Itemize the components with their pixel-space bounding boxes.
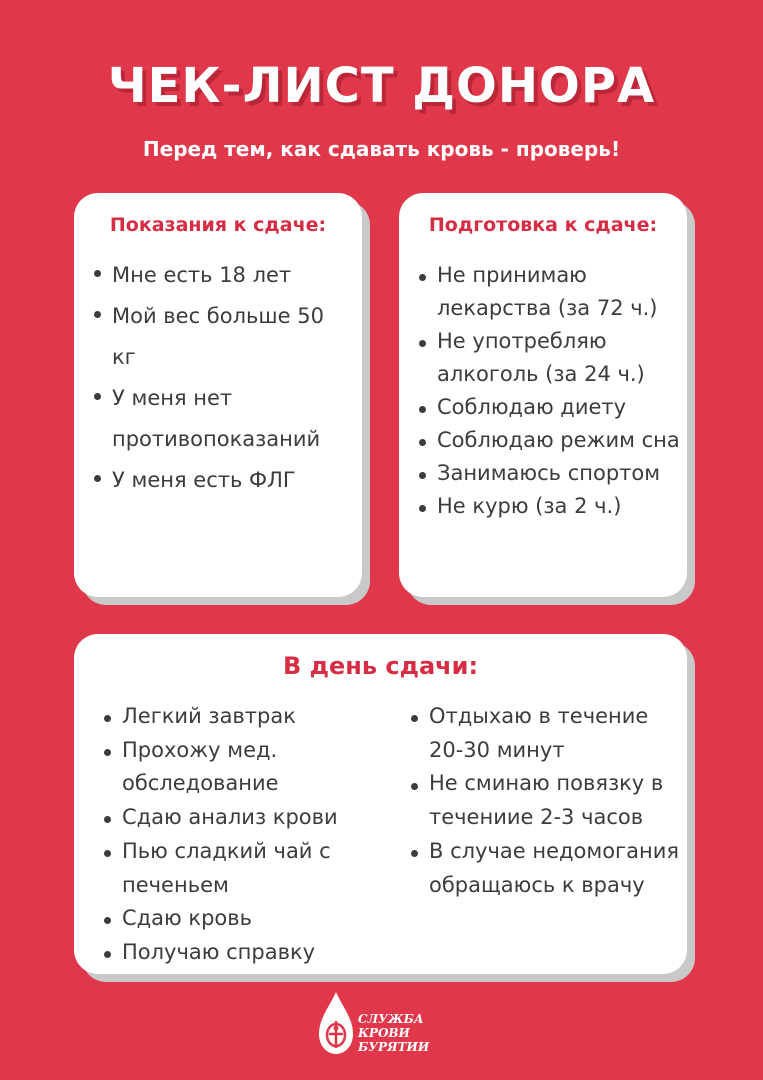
list-item: Не принимаю лекарства (за 72 ч.) <box>417 259 685 325</box>
donation-day-card <box>74 634 687 974</box>
blood-drop-icon <box>316 990 356 1056</box>
list-item: Сдаю кровь <box>102 902 392 936</box>
list-item: Соблюдаю режим сна <box>417 424 685 457</box>
list-item: У меня есть ФЛГ <box>92 460 354 501</box>
list-item: Мой вес больше 50 кг <box>92 296 354 378</box>
list-item: Отдыхаю в течение 20-30 минут <box>409 700 685 767</box>
list-item: Получаю справку <box>102 936 392 970</box>
donation-day-list-right <box>409 700 685 902</box>
preparation-card <box>399 193 687 597</box>
list-item: В случае недомогания обращаюсь к врачу <box>409 835 685 902</box>
indications-list <box>92 255 354 501</box>
page-title: ЧЕК-ЛИСТ ДОНОРА <box>107 58 656 114</box>
indications-heading: Показания к сдаче: <box>109 214 327 236</box>
logo-line: СЛУЖБА <box>358 1012 424 1026</box>
logo-line: БУРЯТИИ <box>358 1040 430 1054</box>
list-item: Сдаю анализ крови <box>102 801 392 835</box>
list-item: Легкий завтрак <box>102 700 392 734</box>
list-item: Соблюдаю диету <box>417 391 685 424</box>
list-item: Мне есть 18 лет <box>92 255 354 296</box>
list-item: Не употребляю алкоголь (за 24 ч.) <box>417 325 685 391</box>
preparation-list <box>417 259 685 523</box>
list-item: У меня нет противопоказаний <box>92 378 354 460</box>
indications-card <box>74 193 362 597</box>
list-item: Занимаюсь спортом <box>417 457 685 490</box>
list-item: Не курю (за 2 ч.) <box>417 490 685 523</box>
page-subtitle: Перед тем, как сдавать кровь - проверь! <box>142 137 621 161</box>
list-item: Не сминаю повязку в течениие 2-3 часов <box>409 767 685 834</box>
logo-text <box>358 1012 429 1054</box>
preparation-heading: Подготовка к сдаче: <box>428 214 658 236</box>
list-item: Пью сладкий чай с печеньем <box>102 835 392 902</box>
donation-day-heading: В день сдачи: <box>282 652 479 680</box>
logo-line: КРОВИ <box>358 1026 410 1040</box>
list-item: Прохожу мед. обследование <box>102 734 392 801</box>
service-logo <box>316 990 456 1060</box>
donation-day-list-left <box>102 700 392 970</box>
